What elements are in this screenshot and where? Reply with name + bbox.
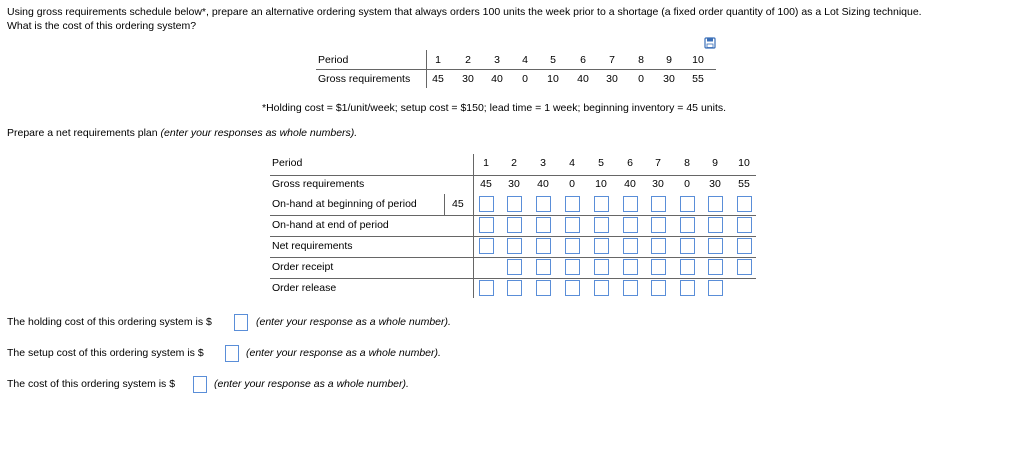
plan-divider-5: [270, 278, 756, 279]
plan-period-6: 6: [627, 157, 633, 169]
setup-cost-line: [7, 347, 204, 359]
plan-row-label-1: Period: [272, 157, 303, 169]
order-release-input-period-5[interactable]: [594, 280, 609, 296]
schedule-gross-3: 40: [491, 73, 503, 85]
net-requirements-input-period-3[interactable]: [536, 238, 551, 254]
plan-row-label-5: Net requirements: [272, 240, 353, 252]
plan-row-label-6: Order receipt: [272, 261, 334, 273]
plan-gross-10: 55: [738, 178, 750, 190]
plan-period-7: 7: [655, 157, 661, 169]
net-requirements-input-period-6[interactable]: [623, 238, 638, 254]
schedule-gross-2: 30: [462, 73, 474, 85]
plan-row-label-4: On-hand at end of period: [272, 219, 389, 231]
plan-period-10: 10: [738, 157, 750, 169]
question-line-1: Using gross requirements schedule below*, prepare an alternative ordering system that always orders 100 units the week prior to a shortage (a fixed order quantity of 100) as a Lot Sizing technique.: [7, 6, 922, 18]
schedule-period-9: 9: [666, 54, 672, 66]
plan-row-label-2: Gross requirements: [272, 178, 365, 190]
schedule-period-7: 7: [609, 54, 615, 66]
on-hand-begin-input-period-10[interactable]: [737, 196, 752, 212]
schedule-divider: [316, 69, 716, 70]
on-hand-begin-input-period-5[interactable]: [594, 196, 609, 212]
schedule-gross-7: 30: [606, 73, 618, 85]
plan-gross-8: 0: [684, 178, 690, 190]
order-receipt-input-period-7[interactable]: [651, 259, 666, 275]
holding-cost-prefix: The holding cost of this ordering system is $: [7, 316, 212, 328]
schedule-gross-4: 0: [522, 73, 528, 85]
plan-gross-6: 40: [624, 178, 636, 190]
plan-gross-9: 30: [709, 178, 721, 190]
plan-period-3: 3: [540, 157, 546, 169]
plan-instruction-hint: (enter your responses as whole numbers).: [160, 127, 358, 139]
plan-gross-7: 30: [652, 178, 664, 190]
setup-cost-prefix: The setup cost of this ordering system is $: [7, 347, 204, 359]
net-requirements-input-period-5[interactable]: [594, 238, 609, 254]
order-release-input-period-1[interactable]: [479, 280, 494, 296]
on-hand-begin-input-period-1[interactable]: [479, 196, 494, 212]
plan-row-label-7: Order release: [272, 282, 337, 294]
plan-divider-1: [270, 175, 756, 176]
schedule-period-2: 2: [465, 54, 471, 66]
plan-divider-3: [270, 236, 756, 237]
on-hand-end-input-period-6[interactable]: [623, 217, 638, 233]
on-hand-end-input-period-7[interactable]: [651, 217, 666, 233]
net-requirements-input-period-10[interactable]: [737, 238, 752, 254]
on-hand-end-input-period-10[interactable]: [737, 217, 752, 233]
net-requirements-input-period-8[interactable]: [680, 238, 695, 254]
plan-begin-inventory-divider: [444, 194, 445, 215]
plan-period-4: 4: [569, 157, 575, 169]
schedule-gross-8: 0: [638, 73, 644, 85]
holding-cost-input[interactable]: [234, 314, 248, 331]
save-icon[interactable]: [704, 37, 716, 49]
schedule-gross-9: 30: [663, 73, 675, 85]
holding-cost-hint: (enter your response as a whole number).: [256, 316, 451, 328]
schedule-period-5: 5: [550, 54, 556, 66]
schedule-column-divider: [426, 50, 427, 88]
order-release-input-period-4[interactable]: [565, 280, 580, 296]
on-hand-end-input-period-4[interactable]: [565, 217, 580, 233]
order-release-input-period-3[interactable]: [536, 280, 551, 296]
order-release-input-period-2[interactable]: [507, 280, 522, 296]
net-requirements-input-period-1[interactable]: [479, 238, 494, 254]
net-requirements-input-period-2[interactable]: [507, 238, 522, 254]
plan-gross-1: 45: [480, 178, 492, 190]
order-receipt-input-period-9[interactable]: [708, 259, 723, 275]
plan-period-2: 2: [511, 157, 517, 169]
plan-divider-4: [270, 257, 756, 258]
order-release-input-period-9[interactable]: [708, 280, 723, 296]
on-hand-begin-input-period-6[interactable]: [623, 196, 638, 212]
plan-period-5: 5: [598, 157, 604, 169]
order-receipt-input-period-6[interactable]: [623, 259, 638, 275]
on-hand-begin-input-period-3[interactable]: [536, 196, 551, 212]
order-receipt-input-period-3[interactable]: [536, 259, 551, 275]
plan-instruction: [7, 127, 357, 139]
schedule-period-8: 8: [638, 54, 644, 66]
holding-cost-line: [7, 316, 212, 328]
net-requirements-input-period-4[interactable]: [565, 238, 580, 254]
on-hand-begin-input-period-4[interactable]: [565, 196, 580, 212]
order-release-input-period-6[interactable]: [623, 280, 638, 296]
order-release-input-period-7[interactable]: [651, 280, 666, 296]
schedule-period-4: 4: [522, 54, 528, 66]
schedule-period-6: 6: [580, 54, 586, 66]
plan-row-label-3: On-hand at beginning of period: [272, 198, 417, 210]
plan-period-9: 9: [712, 157, 718, 169]
plan-gross-3: 40: [537, 178, 549, 190]
order-receipt-input-period-8[interactable]: [680, 259, 695, 275]
plan-gross-5: 10: [595, 178, 607, 190]
plan-period-1: 1: [483, 157, 489, 169]
order-receipt-input-period-4[interactable]: [565, 259, 580, 275]
on-hand-end-input-period-9[interactable]: [708, 217, 723, 233]
total-cost-line: [7, 378, 175, 390]
total-cost-input[interactable]: [193, 376, 207, 393]
plan-column-divider: [473, 154, 474, 298]
cost-note: *Holding cost = $1/unit/week; setup cost = $150; lead time = 1 week; beginning inventory = 45 units.: [262, 102, 727, 114]
schedule-period-10: 10: [692, 54, 704, 66]
on-hand-end-input-period-1[interactable]: [479, 217, 494, 233]
on-hand-end-input-period-3[interactable]: [536, 217, 551, 233]
plan-gross-4: 0: [569, 178, 575, 190]
total-cost-hint: (enter your response as a whole number).: [214, 378, 409, 390]
on-hand-end-input-period-8[interactable]: [680, 217, 695, 233]
schedule-gross-10: 55: [692, 73, 704, 85]
order-receipt-input-period-10[interactable]: [737, 259, 752, 275]
schedule-gross-5: 10: [547, 73, 559, 85]
schedule-period-3: 3: [494, 54, 500, 66]
schedule-gross-6: 40: [577, 73, 589, 85]
on-hand-begin-input-period-2[interactable]: [507, 196, 522, 212]
on-hand-begin-input-period-9[interactable]: [708, 196, 723, 212]
order-release-input-period-8[interactable]: [680, 280, 695, 296]
plan-instruction-text: Prepare a net requirements plan: [7, 127, 161, 139]
order-receipt-input-period-5[interactable]: [594, 259, 609, 275]
plan-divider-2: [270, 215, 756, 216]
on-hand-begin-input-period-7[interactable]: [651, 196, 666, 212]
schedule-period-label: Period: [318, 54, 349, 66]
schedule-period-1: 1: [435, 54, 441, 66]
on-hand-end-input-period-5[interactable]: [594, 217, 609, 233]
net-requirements-input-period-7[interactable]: [651, 238, 666, 254]
beginning-inventory-value: 45: [452, 198, 464, 210]
schedule-gross-1: 45: [432, 73, 444, 85]
plan-gross-2: 30: [508, 178, 520, 190]
setup-cost-hint: (enter your response as a whole number).: [246, 347, 441, 359]
setup-cost-input[interactable]: [225, 345, 239, 362]
plan-period-8: 8: [684, 157, 690, 169]
order-receipt-input-period-2[interactable]: [507, 259, 522, 275]
total-cost-prefix: The cost of this ordering system is $: [7, 378, 176, 390]
net-requirements-input-period-9[interactable]: [708, 238, 723, 254]
on-hand-begin-input-period-8[interactable]: [680, 196, 695, 212]
on-hand-end-input-period-2[interactable]: [507, 217, 522, 233]
question-line-2: What is the cost of this ordering system?: [7, 20, 197, 32]
schedule-gross-label: Gross requirements: [318, 73, 411, 85]
